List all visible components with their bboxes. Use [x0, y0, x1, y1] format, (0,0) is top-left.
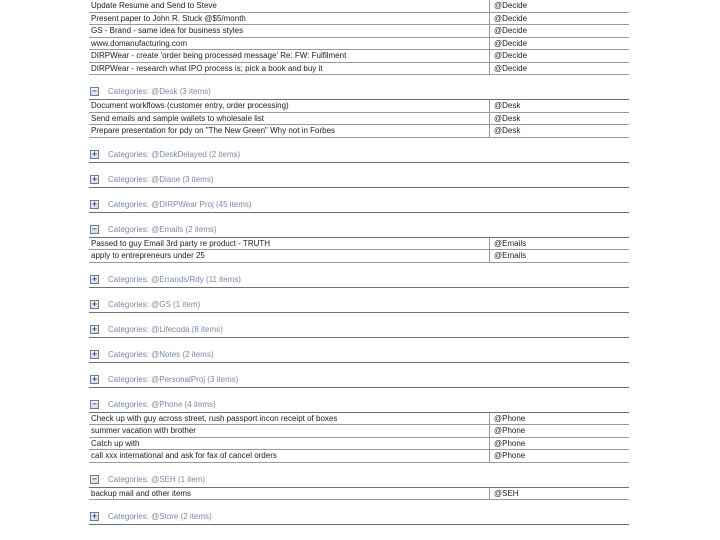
- task-category[interactable]: @Decide: [494, 51, 528, 61]
- category-group-label: Categories: @Phone (4 items): [108, 399, 216, 409]
- task-category[interactable]: @Decide: [494, 13, 528, 23]
- category-group-label: Categories: @Diane (3 items): [108, 174, 214, 184]
- expand-icon[interactable]: +: [91, 274, 98, 283]
- expand-icon[interactable]: +: [91, 512, 98, 520]
- task-row[interactable]: [89, 50, 629, 63]
- category-group-label: Categories: @Notes (2 items): [108, 349, 214, 359]
- task-category[interactable]: @Phone: [494, 413, 526, 423]
- task-row[interactable]: [89, 125, 629, 138]
- task-subject[interactable]: call xxx international and ask for fax of cancel orders: [89, 450, 490, 462]
- task-category[interactable]: @Decide: [494, 26, 528, 36]
- task-row[interactable]: [89, 113, 629, 126]
- task-row[interactable]: [89, 413, 629, 426]
- collapse-icon[interactable]: −: [91, 87, 98, 95]
- task-row[interactable]: [89, 250, 629, 263]
- task-subject[interactable]: Catch up with: [89, 438, 490, 450]
- task-category[interactable]: @Decide: [494, 1, 528, 11]
- task-subject[interactable]: apply to entrepreneurs under 25: [89, 250, 490, 262]
- task-subject[interactable]: Present paper to John R. Stuck @$5/month: [89, 13, 490, 25]
- task-row[interactable]: [89, 13, 629, 26]
- expand-icon[interactable]: +: [91, 324, 98, 333]
- category-group-label: Categories: @PersonalProj (3 items): [108, 374, 239, 384]
- category-group-header[interactable]: [89, 388, 629, 413]
- category-group-header[interactable]: [89, 338, 629, 363]
- task-subject[interactable]: www.domanufacturing.com: [89, 38, 490, 50]
- task-row[interactable]: [89, 438, 629, 451]
- expand-icon[interactable]: +: [91, 349, 98, 358]
- task-subject[interactable]: backup mail and other items: [89, 488, 490, 500]
- task-row[interactable]: [89, 488, 629, 501]
- task-subject[interactable]: Prepare presentation for pdy on "The New Green" Why not in Forbes: [89, 125, 490, 137]
- outlook-task-list: [89, 0, 629, 525]
- collapse-icon[interactable]: −: [91, 399, 98, 408]
- task-subject[interactable]: Passed to guy Email 3rd party re product - TRUTH: [89, 238, 490, 250]
- category-group-header[interactable]: [89, 163, 629, 188]
- task-subject[interactable]: summer vacation with brother: [89, 425, 490, 437]
- task-subject[interactable]: Send emails and sample wallets to wholesale list: [89, 113, 490, 125]
- category-group-label: Categories: @DIRPWear Proj (45 items): [108, 199, 252, 209]
- task-subject[interactable]: Check up with guy across street, rush passport incon receipt of boxes: [89, 413, 490, 425]
- category-group-header[interactable]: [89, 288, 629, 313]
- category-group-header[interactable]: [89, 463, 629, 488]
- category-group-label: Categories: @SEH (1 item): [108, 474, 206, 484]
- task-category[interactable]: @Decide: [494, 63, 528, 73]
- category-group-header[interactable]: [89, 75, 629, 100]
- expand-icon[interactable]: +: [91, 299, 98, 308]
- task-category[interactable]: @Desk: [494, 101, 521, 111]
- task-category[interactable]: @Desk: [494, 113, 521, 123]
- task-row[interactable]: [89, 100, 629, 113]
- collapse-icon[interactable]: −: [91, 474, 98, 483]
- category-group-header[interactable]: [89, 188, 629, 213]
- expand-icon[interactable]: +: [91, 199, 98, 208]
- category-group-header[interactable]: [89, 500, 629, 525]
- task-row[interactable]: [89, 238, 629, 251]
- category-group-header[interactable]: [89, 138, 629, 163]
- category-group-label: Categories: @Lifecoda (8 items): [108, 324, 223, 334]
- expand-icon[interactable]: +: [91, 374, 98, 383]
- category-group-label: Categories: @GS (1 item): [108, 299, 201, 309]
- task-category[interactable]: @Emails: [494, 251, 527, 261]
- expand-icon[interactable]: +: [91, 149, 98, 158]
- collapse-icon[interactable]: −: [91, 224, 98, 233]
- category-group-label: Categories: @Emails (2 items): [108, 224, 217, 234]
- task-category[interactable]: @SEH: [494, 488, 519, 498]
- category-group-header[interactable]: [89, 263, 629, 288]
- category-group-header[interactable]: [89, 363, 629, 388]
- category-group-label: Categories: @Store (2 items): [108, 512, 212, 521]
- task-category[interactable]: @Phone: [494, 426, 526, 436]
- task-row[interactable]: [89, 425, 629, 438]
- task-category[interactable]: @Emails: [494, 238, 527, 248]
- category-group-label: Categories: @Errands/Rdy (11 items): [108, 274, 241, 284]
- task-category[interactable]: @Phone: [494, 451, 526, 461]
- task-category[interactable]: @Phone: [494, 438, 526, 448]
- task-row[interactable]: [89, 25, 629, 38]
- task-row[interactable]: [89, 450, 629, 463]
- category-group-header[interactable]: [89, 213, 629, 238]
- expand-icon[interactable]: +: [91, 174, 98, 183]
- task-row[interactable]: [89, 0, 629, 13]
- category-group-label: Categories: @DeskDelayed (2 items): [108, 149, 241, 159]
- task-subject[interactable]: DIRPWear - create 'order being processed message' Re: FW: Fulfilment: [89, 50, 490, 62]
- task-category[interactable]: @Desk: [494, 126, 521, 136]
- category-group-header[interactable]: [89, 313, 629, 338]
- task-row[interactable]: [89, 38, 629, 51]
- task-row[interactable]: [89, 63, 629, 76]
- task-subject[interactable]: Document workflows (customer entry, order processing): [89, 100, 490, 112]
- task-subject[interactable]: DIRPWear - research what IPO process is; pick a book and buy it: [89, 63, 490, 75]
- task-subject[interactable]: GS - Brand - same idea for business styles: [89, 25, 490, 37]
- category-group-label: Categories: @Desk (3 items): [108, 87, 211, 96]
- task-category[interactable]: @Decide: [494, 38, 528, 48]
- task-subject[interactable]: Update Resume and Send to Steve: [89, 0, 490, 12]
